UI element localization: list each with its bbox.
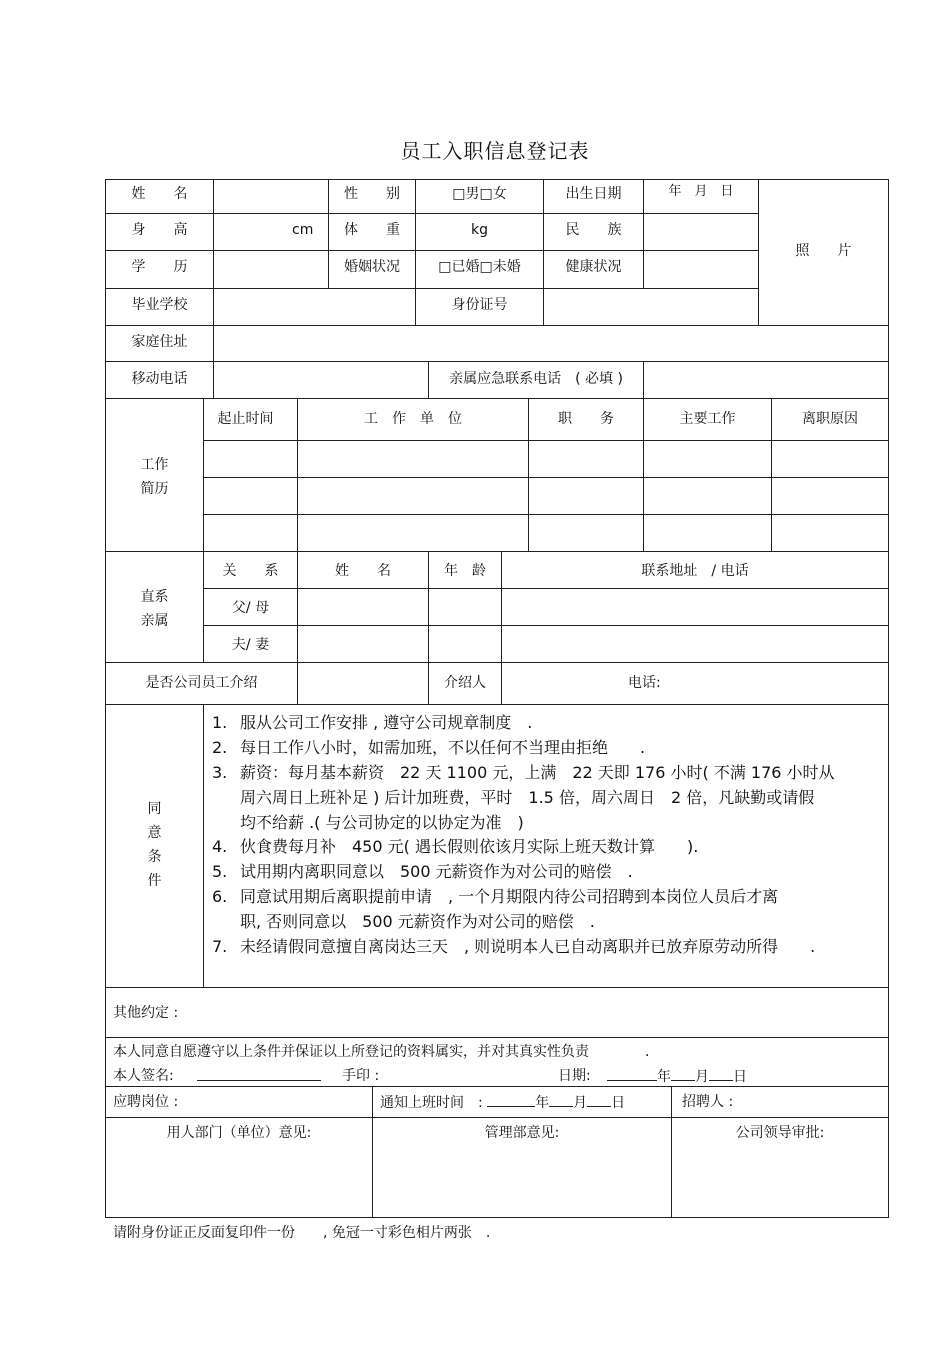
referral-label: 是否公司员工介绍	[145, 675, 258, 691]
start-date-label: 通知上班时间 :	[380, 1095, 483, 1111]
introducer-phone-label: 电话:	[628, 675, 661, 691]
date-label: 日期:	[558, 1068, 591, 1084]
birth-label: 出生日期	[565, 186, 622, 202]
id-number-label: 身份证号	[451, 297, 508, 313]
recruiter-label: 招聘人 :	[682, 1094, 734, 1110]
declaration-text: 本人同意自愿遵守以上条件并保证以上所登记的资料属实，并对其真实性负责 .	[113, 1044, 650, 1060]
work-header-leave-reason: 离职原因	[802, 411, 858, 427]
gender-options[interactable]: □男□女	[452, 186, 507, 202]
ethnic-label: 民 族	[565, 222, 622, 238]
marital-label: 婚姻状况	[344, 259, 400, 275]
weight-label: 体 重	[344, 222, 400, 238]
health-label: 健康状况	[565, 259, 622, 275]
emergency-phone-label: 亲属应急联系电话 ( 必填 )	[449, 371, 623, 387]
work-header-period: 起止时间	[217, 411, 274, 427]
signature-row	[113, 1068, 174, 1084]
work-header-position: 职 务	[558, 411, 614, 427]
fingerprint-label: 手印 :	[342, 1068, 380, 1084]
signature-label: 本人签名:	[113, 1068, 174, 1084]
gender-label: 性 别	[344, 186, 400, 202]
condition-item: 2. 每日工作八小时，如需加班，不以任何不当理由拒绝 .	[212, 738, 646, 757]
condition-item: 4. 伙食费每月补 450 元( 遇长假则依该月实际上班天数计算 ).	[212, 837, 699, 856]
name-label: 姓 名	[131, 186, 188, 202]
family-header-contact: 联系地址 / 电话	[641, 563, 749, 579]
dept-opinion-label: 用人部门（单位）意见:	[166, 1125, 312, 1141]
photo-label: 照 片	[795, 243, 852, 259]
form-title: 员工入职信息登记表	[400, 139, 590, 163]
family-header-name: 姓 名	[335, 563, 391, 579]
condition-item: 6. 同意试用期后离职提前申请 , 一个月期限内待公司招聘到本岗位人员后才离	[212, 887, 779, 906]
marital-options[interactable]: □已婚□未婚	[438, 259, 521, 275]
family-header-relation: 关 系	[222, 563, 279, 579]
family-row-parents: 父/ 母	[231, 600, 270, 616]
family-header-age: 年 龄	[444, 563, 486, 579]
condition-item: 7. 未经请假同意擅自离岗达三天 , 则说明本人已自动离职并已放弃原劳动所得 .	[212, 937, 816, 956]
mgmt-opinion-label: 管理部意见:	[484, 1125, 560, 1141]
education-label: 学 历	[131, 259, 188, 275]
school-label: 毕业学校	[131, 297, 188, 313]
footnote: 请附身份证正反面复印件一份 , 免冠一寸彩色相片两张 .	[113, 1225, 491, 1241]
introducer-label: 介绍人	[444, 675, 486, 691]
condition-line: 均不给薪 .( 与公司协定的以协定为准 )	[240, 813, 524, 832]
applied-position-label: 应聘岗位 :	[113, 1094, 179, 1110]
weight-unit: kg	[471, 222, 488, 238]
condition-line: 周六周日上班补足 ) 后计加班费，平时 1.5 倍，周六周日 2 倍，凡缺勤或请假	[240, 788, 815, 807]
condition-item: 3. 薪资：每月基本薪资 22 天 1100 元，上满 22 天即 176 小时( 不满 176 小时从	[212, 763, 835, 782]
birth-format: 年 月 日	[668, 184, 734, 199]
condition-item: 5. 试用期内离职同意以 500 元薪资作为对公司的赔偿 .	[212, 862, 633, 881]
work-header-employer: 工 作 单 位	[364, 411, 462, 427]
signature-field[interactable]	[197, 1068, 321, 1085]
leader-approval-label: 公司领导审批:	[735, 1125, 825, 1141]
height-label: 身 高	[131, 222, 188, 238]
mobile-label: 移动电话	[131, 371, 188, 387]
condition-line: 职, 否则同意以 500 元薪资作为对公司的赔偿 .	[240, 912, 595, 931]
other-agreement-label: 其他约定 :	[113, 1005, 179, 1021]
work-header-duties: 主要工作	[679, 411, 736, 427]
condition-item: 1. 服从公司工作安排 , 遵守公司规章制度 .	[212, 713, 533, 732]
work-history-section: 工作 简历	[140, 457, 169, 497]
family-section: 直系 亲属	[140, 589, 169, 629]
address-label: 家庭住址	[131, 334, 188, 350]
start-date-field[interactable]: 年 月 日	[487, 1095, 625, 1111]
conditions-section: 同 意 条 件	[147, 801, 162, 889]
height-unit: cm	[292, 222, 314, 238]
family-row-spouse: 夫/ 妻	[231, 637, 270, 653]
start-date-row	[380, 1094, 625, 1111]
sign-date-field[interactable]: 年 月 日	[607, 1068, 747, 1085]
